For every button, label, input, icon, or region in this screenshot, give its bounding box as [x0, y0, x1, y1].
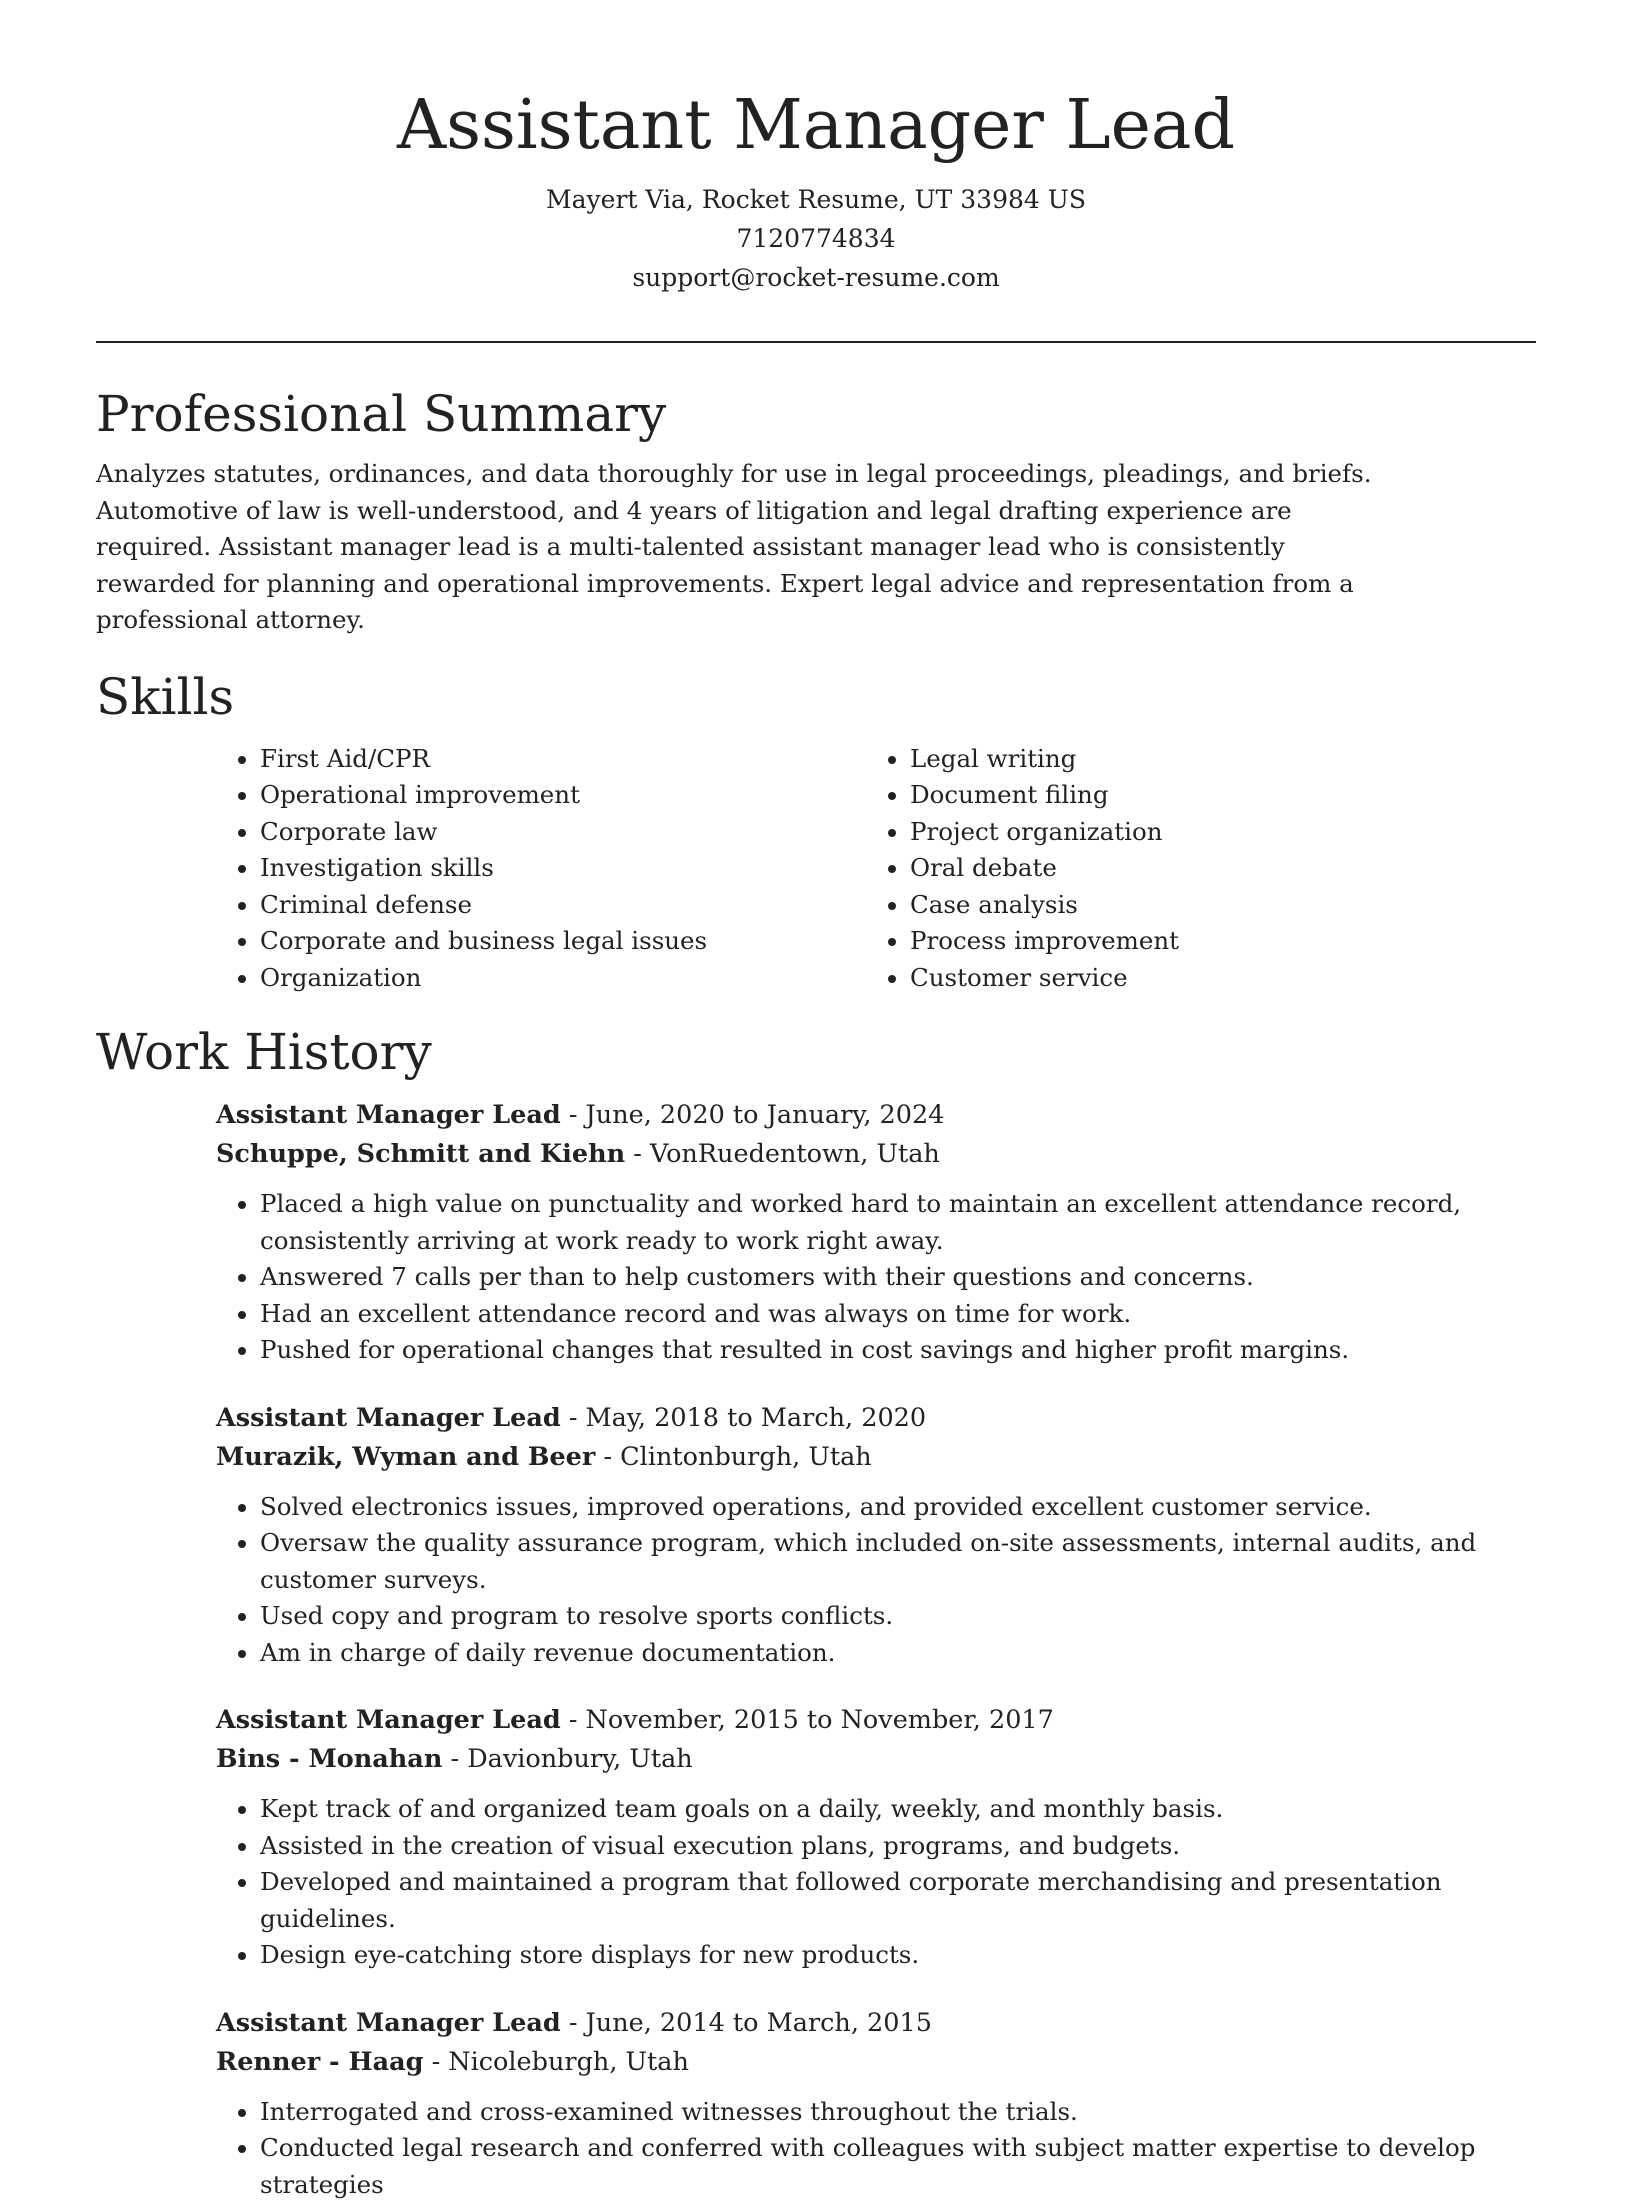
- job-bullets: [216, 1489, 1540, 1672]
- job-bullet: • Oversaw the quality assurance program, which included on-site assessments, internal audits, and customer surveys.: [260, 1525, 1540, 1598]
- job-title: Assistant Manager Lead: [216, 1403, 561, 1433]
- job-heading: [216, 1701, 1536, 1740]
- job-title: Assistant Manager Lead: [216, 2008, 561, 2038]
- job-heading: [216, 2004, 1536, 2043]
- skill-item: • Corporate and business legal issues: [260, 923, 866, 960]
- job-entry: [216, 1399, 1536, 1672]
- job-dates: - June, 2020 to January, 2024: [561, 1100, 945, 1130]
- header-divider: [96, 341, 1536, 343]
- job-company: Bins - Monahan: [216, 1744, 442, 1774]
- job-bullet: • Am in charge of daily revenue documentation.: [260, 1635, 1540, 1672]
- work-history-section: [96, 1018, 1536, 2203]
- job-bullet: • Kept track of and organized team goals on a daily, weekly, and monthly basis.: [260, 1791, 1540, 1828]
- job-location: - Davionbury, Utah: [442, 1744, 692, 1774]
- job-bullet: • Conducted legal research and conferred with colleagues with subject matter expertise to develop strategies: [260, 2130, 1540, 2203]
- skill-item: • Corporate law: [260, 814, 866, 851]
- summary-section: [96, 380, 1536, 639]
- skill-item: • Organization: [260, 960, 866, 997]
- job-company: Murazik, Wyman and Beer: [216, 1442, 595, 1472]
- job-entry: [216, 2004, 1536, 2203]
- skill-item: • Document filing: [910, 777, 1510, 814]
- skill-item: • Process improvement: [910, 923, 1510, 960]
- job-bullet: • Answered 7 calls per than to help customers with their questions and concerns.: [260, 1259, 1540, 1296]
- skills-title: Skills: [96, 663, 1536, 731]
- job-company: Schuppe, Schmitt and Kiehn: [216, 1139, 625, 1169]
- skills-column-left: [216, 741, 866, 997]
- job-bullet: • Solved electronics issues, improved operations, and provided excellent customer service.: [260, 1489, 1540, 1526]
- skill-item: • Criminal defense: [260, 887, 866, 924]
- work-history-title: Work History: [96, 1018, 1536, 1086]
- job-bullet: • Design eye-catching store displays for new products.: [260, 1937, 1540, 1974]
- contact-address: Mayert Via, Rocket Resume, UT 33984 US: [0, 180, 1632, 219]
- job-bullet: • Had an excellent attendance record and was always on time for work.: [260, 1296, 1540, 1333]
- job-employer: [216, 1740, 1536, 1779]
- job-title: Assistant Manager Lead: [216, 1705, 561, 1735]
- job-employer: [216, 2043, 1536, 2082]
- skill-item: • Investigation skills: [260, 850, 866, 887]
- skills-section: [96, 663, 1536, 997]
- job-bullet: • Placed a high value on punctuality and worked hard to maintain an excellent attendance record, consistently arriving at work ready to work right away.: [260, 1186, 1540, 1259]
- job-location: - Nicoleburgh, Utah: [423, 2047, 688, 2077]
- contact-email: support@rocket-resume.com: [0, 258, 1632, 297]
- skill-item: • First Aid/CPR: [260, 741, 866, 778]
- skill-item: • Case analysis: [910, 887, 1510, 924]
- job-location: - VonRuedentown, Utah: [625, 1139, 940, 1169]
- job-title: Assistant Manager Lead: [216, 1100, 561, 1130]
- resume-header: [0, 82, 1632, 297]
- skill-item: • Legal writing: [910, 741, 1510, 778]
- resume-body: [96, 380, 1536, 2203]
- summary-title: Professional Summary: [96, 380, 1536, 448]
- job-company: Renner - Haag: [216, 2047, 423, 2077]
- skills-list: [216, 741, 1536, 997]
- skill-item: • Project organization: [910, 814, 1510, 851]
- job-location: - Clintonburgh, Utah: [595, 1442, 871, 1472]
- job-heading: [216, 1096, 1536, 1135]
- job-employer: [216, 1438, 1536, 1477]
- job-employer: [216, 1135, 1536, 1174]
- job-dates: - June, 2014 to March, 2015: [561, 2008, 932, 2038]
- job-bullet: • Developed and maintained a program that followed corporate merchandising and presentation guidelines.: [260, 1864, 1540, 1937]
- job-bullet: • Interrogated and cross-examined witnesses throughout the trials.: [260, 2094, 1540, 2131]
- skills-column-right: [866, 741, 1510, 997]
- job-entry: [216, 1701, 1536, 1974]
- job-bullet: • Assisted in the creation of visual execution plans, programs, and budgets.: [260, 1828, 1540, 1865]
- summary-text: Analyzes statutes, ordinances, and data thoroughly for use in legal proceedings, pleadings, and briefs. Automotive of law is well-understood, and 4 years of litigation and legal drafting experience are required. Assistant manager lead is a multi-talented assistant manager lead who is consistently rewarded for planning and operational improvements. Expert legal advice and representation from a professional attorney.: [96, 456, 1406, 639]
- skill-item: • Oral debate: [910, 850, 1510, 887]
- skill-item: • Operational improvement: [260, 777, 866, 814]
- job-bullets: [216, 1186, 1540, 1369]
- skill-item: • Customer service: [910, 960, 1510, 997]
- contact-phone: 7120774834: [0, 219, 1632, 258]
- job-bullet: • Pushed for operational changes that resulted in cost savings and higher profit margins.: [260, 1332, 1540, 1369]
- job-dates: - November, 2015 to November, 2017: [561, 1705, 1054, 1735]
- job-heading: [216, 1399, 1536, 1438]
- job-bullets: [216, 2094, 1540, 2203]
- job-bullet: • Used copy and program to resolve sports conflicts.: [260, 1598, 1540, 1635]
- candidate-name: Assistant Manager Lead: [0, 82, 1632, 170]
- job-dates: - May, 2018 to March, 2020: [561, 1403, 926, 1433]
- job-bullets: [216, 1791, 1540, 1974]
- job-entry: [216, 1096, 1536, 1369]
